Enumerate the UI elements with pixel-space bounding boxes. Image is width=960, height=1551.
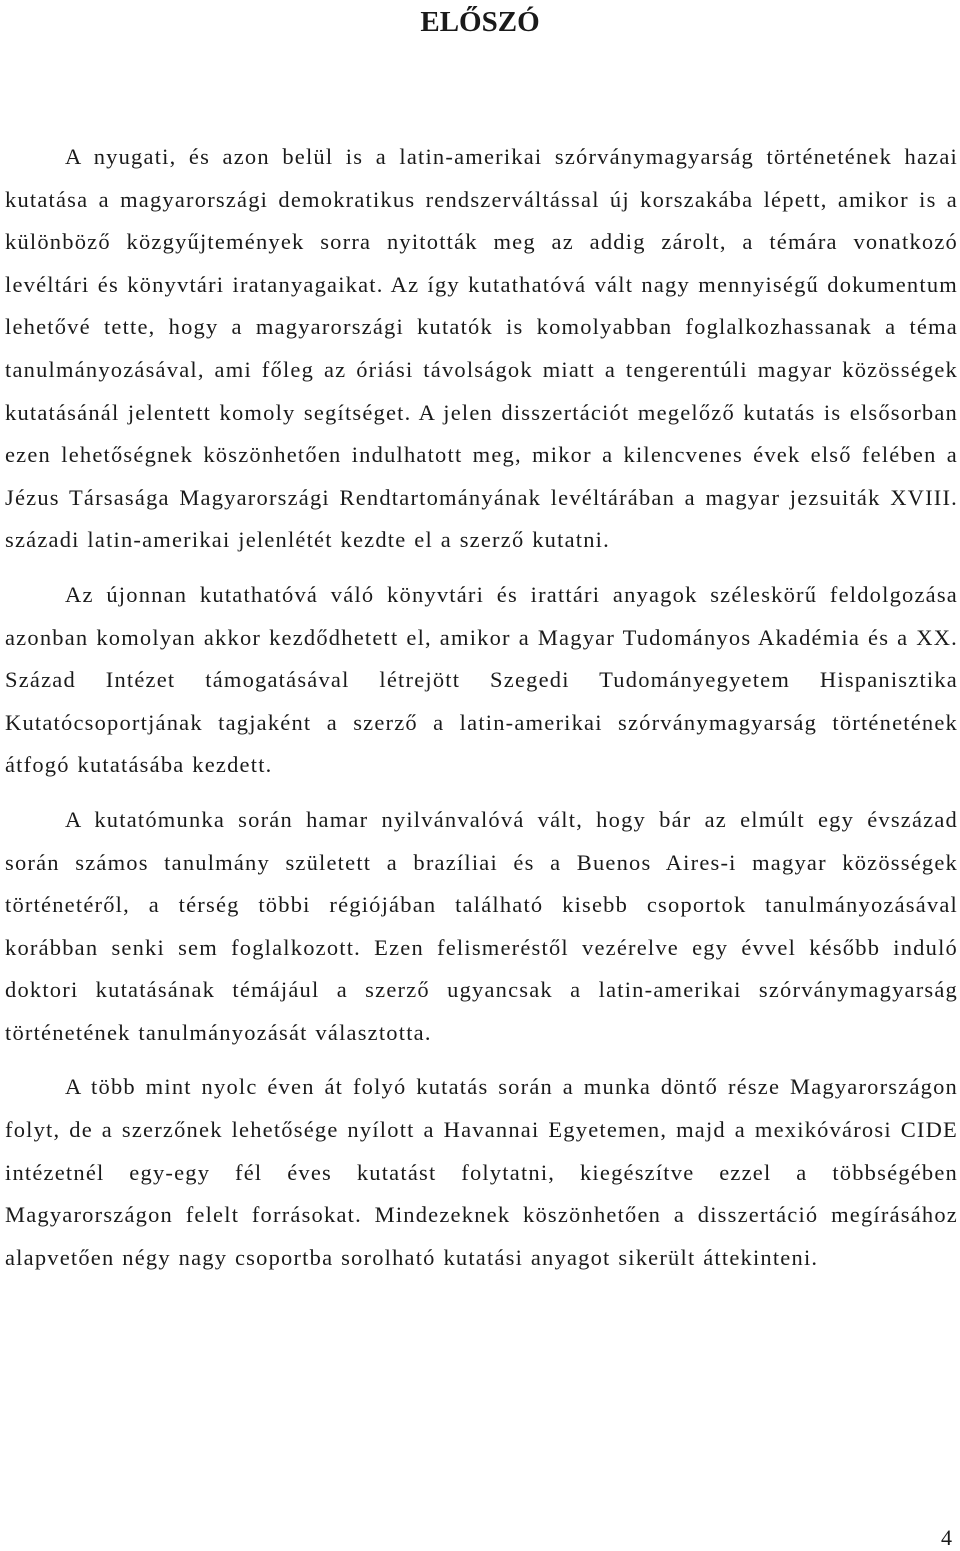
paragraph-3: A kutatómunka során hamar nyilvánvalóvá vált, hogy bár az elmúlt egy évszázad során számos tanulmány született a brazíliai és a Buenos Aires-i magyar közösségek történetéről, a térség többi régiójában található kisebb csoportok tanulmányozásával korábban senki sem foglalkozott. Ezen felismeréstől vezérelve egy évvel később induló doktori kutatásának témájául a szerző ugyancsak a latin-amerikai szórványmagyarság történetének tanulmányozását választotta. <box>5 806 958 1045</box>
page-number: 4 <box>941 1525 952 1550</box>
paragraph-2: Az újonnan kutathatóvá váló könyvtári és irattári anyagok széleskörű feldolgozása azonban komolyan akkor kezdődhetett el, amikor a Magyar Tudományos Akadémia és a XX. Század Intézet támogatásával létrejött Szegedi Tudományegyetem Hispanisztika Kutatócsoportjának tagjaként a szerző a latin-amerikai szórványmagyarság történetének átfogó kutatásába kezdett. <box>5 581 958 778</box>
paragraph-4: A több mint nyolc éven át folyó kutatás során a munka döntő része Magyarországon folyt, de a szerzőnek lehetősége nyílott a Havannai Egyetemen, majd a mexikóvárosi CIDE intézetnél egy-egy fél éves kutatást folytatni, kiegészítve ezzel a többségében Magyarországon felelt forrásokat. Mindezeknek köszönhetően a disszertáció megírásához alapvetően négy nagy csoportba sorolható kutatási anyagot sikerült áttekinteni. <box>5 1074 958 1270</box>
page-title: ELŐSZÓ <box>420 6 540 38</box>
paragraph-1: A nyugati, és azon belül is a latin-amerikai szórványmagyarság történetének hazai kutatása a magyarországi demokratikus rendszerváltással új korszakába lépett, amikor is a különböző közgyűjtemények sorra nyitották meg az addig zárolt, a témára vonatkozó levéltári és könyvtári iratanyagaikat. Az így kutathatóvá vált nagy mennyiségű dokumentum lehetővé tette, hogy a magyarországi kutatók is komolyabban foglalkozhassanak a téma tanulmányozásával, ami főleg az óriási távolságok miatt a tengerentúli magyar közösségek kutatásánál jelentett komoly segítséget. A jelen disszertációt megelőző kutatás is elsősorban ezen lehetőségnek köszönhetően indulhatott meg, mikor a kilencvenes évek első felében a Jézus Társasága Magyarországi Rendtartományának levéltárában a magyar jezsuiták XVIII. századi latin-amerikai jelenlétét kezdte el a szerző kutatni. <box>5 144 958 553</box>
body-text <box>5 136 958 1291</box>
